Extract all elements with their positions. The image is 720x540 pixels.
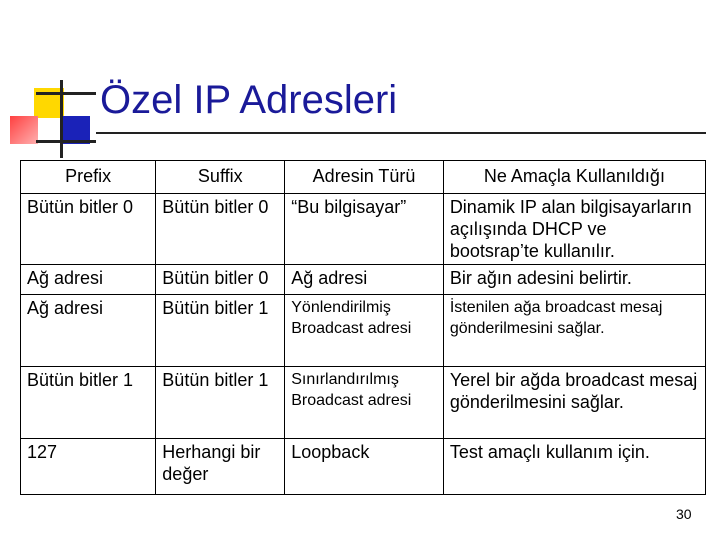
slide-logo (0, 0, 110, 170)
cell-purpose: İstenilen ağa broadcast mesaj gönderilmesini sağlar. (443, 295, 705, 367)
header-suffix: Suffix (156, 161, 285, 194)
cell-purpose: Bir ağın adesini belirtir. (443, 265, 705, 295)
header-address-type: Adresin Türü (285, 161, 444, 194)
table-row (21, 194, 706, 265)
table-row (21, 265, 706, 295)
cell-suffix: Bütün bitler 1 (156, 367, 285, 439)
cell-prefix: Bütün bitler 0 (21, 194, 156, 265)
cell-prefix: Ağ adresi (21, 265, 156, 295)
table-header-row (21, 161, 706, 194)
logo-horizontal-line (36, 140, 96, 143)
cell-prefix: 127 (21, 439, 156, 495)
cell-purpose: Dinamik IP alan bilgisayarların açılışında DHCP ve bootsrap’te kullanılır. (443, 194, 705, 265)
cell-suffix: Bütün bitler 0 (156, 194, 285, 265)
cell-address-type: Yönlendirilmiş Broadcast adresi (285, 295, 444, 367)
cell-suffix: Bütün bitler 1 (156, 295, 285, 367)
header-prefix: Prefix (21, 161, 156, 194)
cell-suffix: Herhangi bir değer (156, 439, 285, 495)
ip-address-table (20, 160, 706, 495)
table-row (21, 295, 706, 367)
logo-red-square (10, 116, 38, 144)
table-row (21, 439, 706, 495)
cell-prefix: Ağ adresi (21, 295, 156, 367)
cell-suffix: Bütün bitler 0 (156, 265, 285, 295)
table-row (21, 367, 706, 439)
cell-address-type: Sınırlandırılmış Broadcast adresi (285, 367, 444, 439)
header-purpose: Ne Amaçla Kullanıldığı (443, 161, 705, 194)
logo-horizontal-line (36, 92, 96, 95)
cell-address-type: “Bu bilgisayar” (285, 194, 444, 265)
cell-address-type: Ağ adresi (285, 265, 444, 295)
page-number: 30 (676, 506, 692, 522)
title-divider (96, 132, 706, 134)
cell-purpose: Yerel bir ağda broadcast mesaj gönderilmesini sağlar. (443, 367, 705, 439)
page-title: Özel IP Adresleri (100, 78, 398, 122)
cell-prefix: Bütün bitler 1 (21, 367, 156, 439)
cell-address-type: Loopback (285, 439, 444, 495)
cell-purpose: Test amaçlı kullanım için. (443, 439, 705, 495)
